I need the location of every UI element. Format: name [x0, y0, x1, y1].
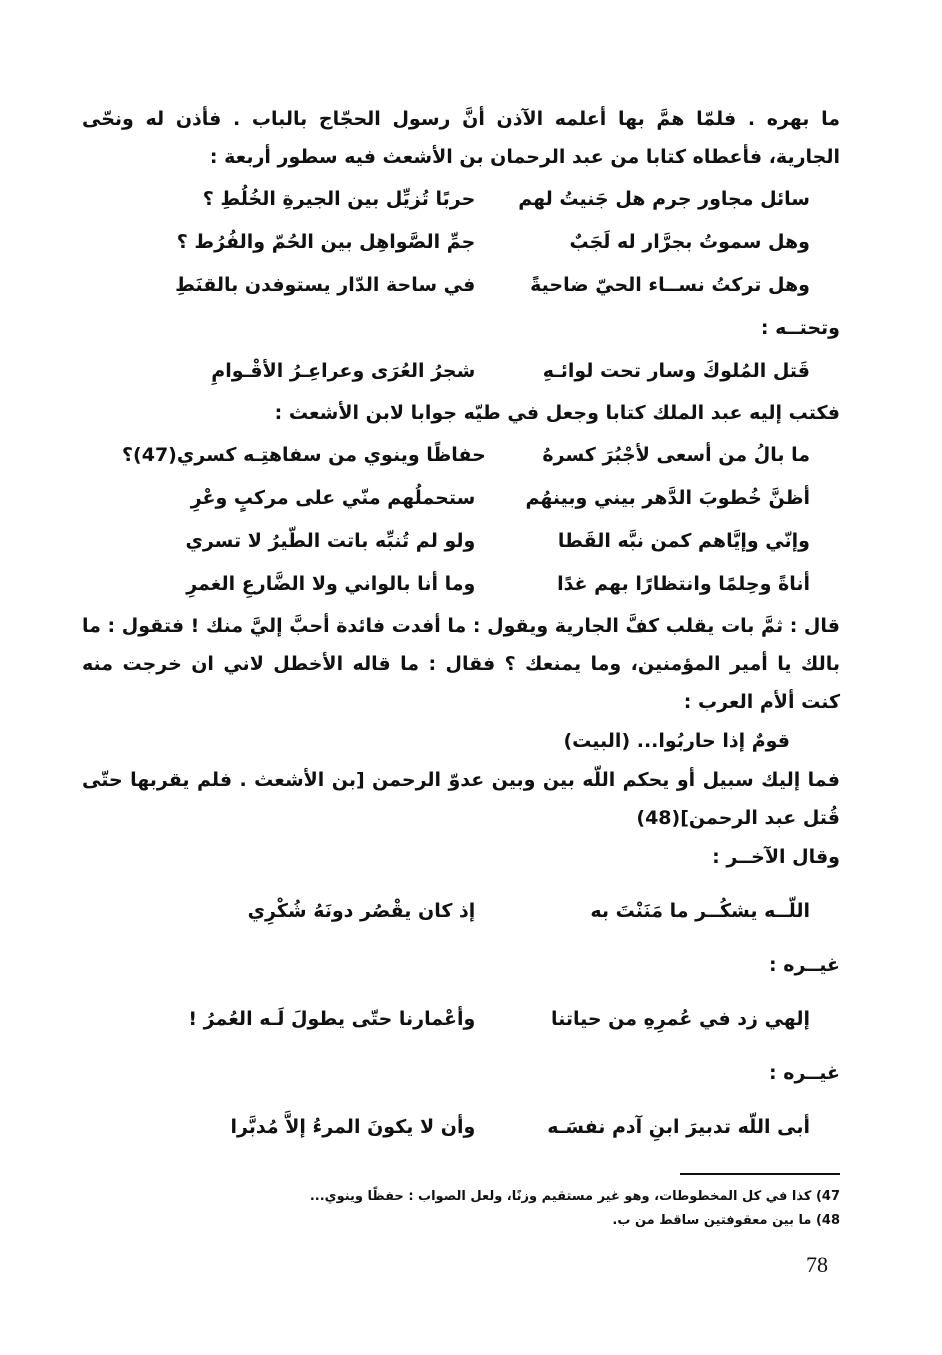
page-body [82, 100, 840, 1233]
verse-line-4 [82, 351, 840, 391]
verse-10-first-hemistich: إلهي زد في عُمرِهِ من حياتنا [550, 1008, 810, 1030]
verse-line-10 [82, 999, 840, 1039]
verse-line-11 [82, 1107, 840, 1147]
footnote-47: 47) كذا في كل المخطوطات، وهو غير مستقيم وزنًا، ولعل الصواب : حفظًا وينوي... [309, 1189, 840, 1204]
quote-line: قومٌ إذا حاربُوا... (البيت) [563, 730, 790, 752]
verse-8-second-hemistich: وما أنا بالواني ولا الضَّارعِ الغمرِ [186, 573, 476, 595]
verse-11-first-hemistich: أبى اللّه تدبيرَ ابنِ آدم نفسَـه [547, 1116, 810, 1138]
verse-line-5 [82, 435, 840, 475]
verse-9-second-hemistich: إذ كان يقْصُر دونَهُ شُكْرِي [247, 900, 476, 922]
verse-line-2 [82, 222, 840, 262]
label-under-it: وتحتــه : [760, 317, 840, 339]
verse-10-second-hemistich: وأعْمارنا حتّى يطولَ لَـه العُمرُ ! [188, 1008, 476, 1030]
verse-1-second-hemistich: حربًا تُزيِّل بين الجيرةِ الخُلُطِ ؟ [202, 188, 476, 210]
page-number: 78 [806, 1252, 828, 1277]
verse-2-second-hemistich: جمِّ الصَّواهِل بين الحُمّ والفُرُط ؟ [176, 231, 476, 253]
verse-line-6 [82, 478, 840, 518]
paragraph-opening: ما بهره . فلمّا همَّ بها أعلمه الآذن أنَّ رسول الحجّاج بالباب . فأذن له ونحّى الجارية، فأعطاه كتابا من عبد الرحمان بن الأشعث فيه سطور أربعة : [82, 108, 840, 168]
verse-line-1 [82, 179, 840, 219]
verse-line-9 [82, 891, 840, 931]
label-other-said: وقال الآخــر : [712, 846, 840, 868]
verse-9-first-hemistich: اللّــه يشكُــر ما مَنَنْتَ به [590, 900, 810, 922]
verse-3-first-hemistich: وهل تركتُ نســاء الحيّ ضاحيةً [530, 274, 810, 296]
verse-11-second-hemistich: وأن لا يكونَ المرءُ إلاَّ مُدبَّرا [230, 1116, 476, 1138]
verse-7-second-hemistich: ولو لم تُنبِّه باتت الطّيرُ لا تسري [185, 530, 476, 552]
verse-7-first-hemistich: وإنّي وإيَّاهم كمن نبَّه القَطا [557, 530, 810, 552]
footnote-separator [680, 1173, 840, 1175]
footnotes [82, 1185, 840, 1233]
paragraph-he-said: قال : ثمَّ بات يقلب كفَّ الجارية ويقول : ما أفدت فائدة أحبَّ إليَّ منك ! فتقول : ما بالك يا أمير المؤمنين، وما يمنعك ؟ فقال : ما قاله الأخطل لاني ان خرجت منه كنت ألأم العرب : [82, 615, 840, 713]
verse-3-second-hemistich: في ساحة الدّار يستوفدن بالقنَطِ [175, 274, 476, 296]
paragraph-no-way: فما إليك سبيل أو يحكم اللّه بين وبين عدوّ الرحمن [بن الأشعث . فلم يقربها حتّى قُتل عبد الرحمن](48) [82, 769, 840, 829]
verse-2-first-hemistich: وهل سموتُ بجرَّار له لَجَبٌ [569, 231, 810, 253]
paragraph-abd-al-malik-reply: فكتب إليه عبد الملك كتابا وجعل في طيّه جوابا لابن الأشعث : [274, 402, 840, 424]
footnote-48: 48) ما بين معقوفتين ساقط من ب. [612, 1213, 840, 1228]
verse-1-first-hemistich: سائل مجاور جرم هل جَنيتُ لهم [518, 188, 810, 210]
verse-line-7 [82, 521, 840, 561]
label-other-2: غيــره : [769, 1062, 840, 1084]
verse-line-8 [82, 564, 840, 604]
verse-5-second-hemistich: حفاظًا وينوي من سفاهتِـه كسري(47)؟ [122, 444, 486, 466]
verse-4-first-hemistich: قَتل المُلوكَ وسار تحت لوائـهِ [542, 360, 810, 382]
verse-6-first-hemistich: أظنَّ خُطوبَ الدَّهر بيني وبينهُم [525, 487, 810, 509]
verse-8-first-hemistich: أناةً وحِلمًا وانتظارًا بهم غدًا [557, 573, 810, 595]
verse-4-second-hemistich: شجرُ العُرَى وعراعِـرُ الأقْـوامِ [211, 360, 476, 382]
verse-5-first-hemistich: ما بالُ من أسعى لأجْبُرَ كسرهُ [542, 444, 810, 466]
label-other-1: غيــره : [769, 954, 840, 976]
verse-6-second-hemistich: ستحملُهم منّي على مركبٍ وعْرِ [190, 487, 476, 509]
verse-line-3 [82, 265, 840, 305]
